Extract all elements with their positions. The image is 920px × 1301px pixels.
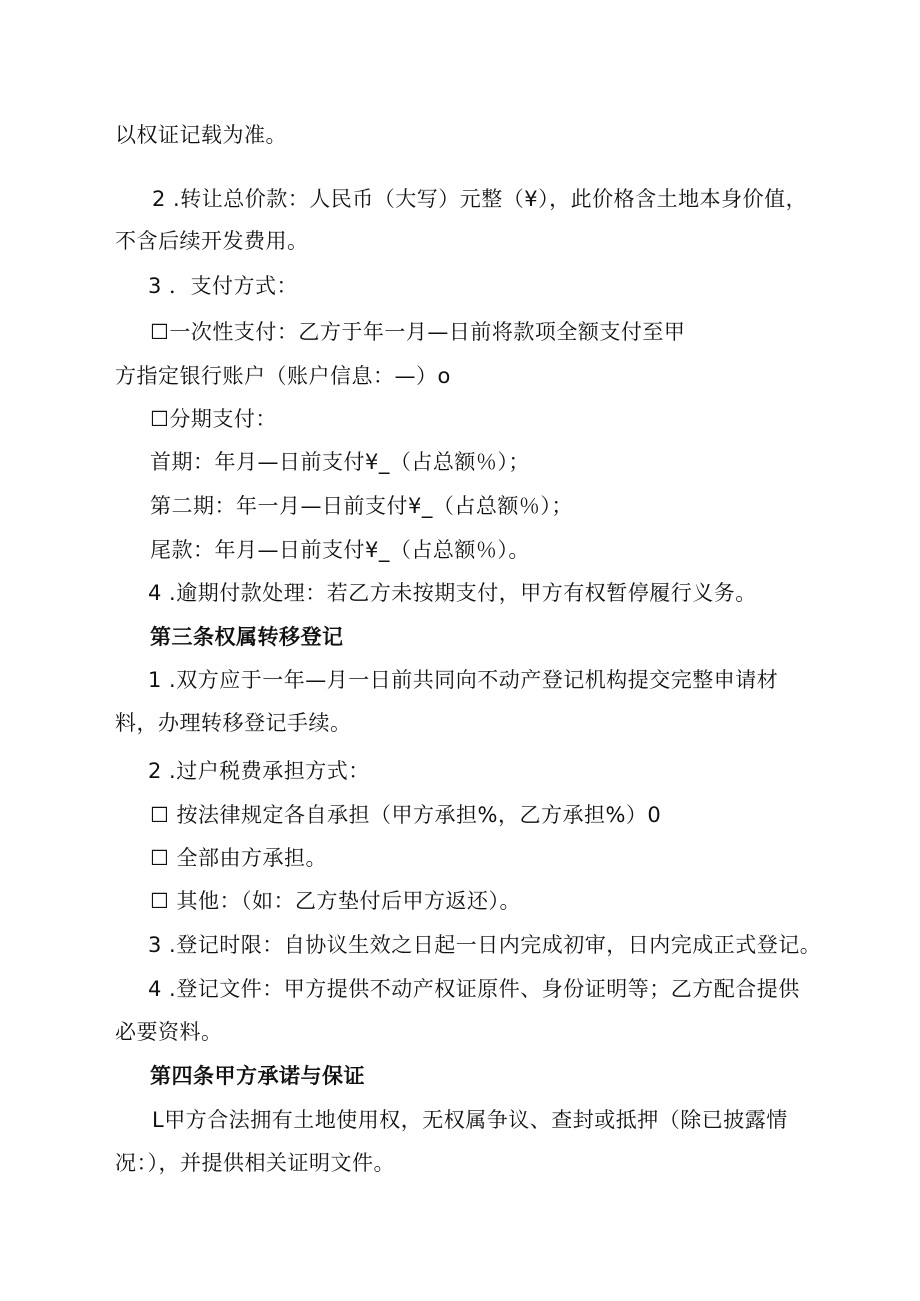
text-line: 3 ．支付方式： xyxy=(148,274,299,298)
text-line: 以权证记载为准。 xyxy=(115,123,287,147)
text-line: ☐ 全部由方承担。 xyxy=(150,846,328,870)
text-line: 料，办理转移登记手续。 xyxy=(115,711,352,735)
text-line: ☐ 其他：（如：乙方垫付后甲方返还）。 xyxy=(150,889,521,913)
text-line: 4 .登记文件：甲方提供不动产权证原件、身份证明等；乙方配合提供 xyxy=(148,977,800,1001)
text-line: 方指定银行账户（账户信息：—）o xyxy=(115,364,451,388)
text-line: 况：），并提供相关证明文件。 xyxy=(115,1151,395,1175)
text-line: 1 .双方应于一年—月一日前共同向不动产登记机构提交完整申请材 xyxy=(148,668,779,692)
text-line: L甲方合法拥有土地使用权，无权属争议、查封或抵押（除已披露情 xyxy=(152,1108,788,1132)
text-line: 首期：年月—日前支付¥_（占总额％）； xyxy=(150,450,530,474)
section-heading: 第四条甲方承诺与保证 xyxy=(150,1064,365,1088)
text-line: ☐ 按法律规定各自承担（甲方承担%，乙方承担%）0 xyxy=(150,803,662,827)
text-line: ☐一次性支付：乙方于年一月—日前将款项全额支付至甲 xyxy=(150,320,686,344)
text-line: 不含后续开发费用。 xyxy=(115,229,309,253)
text-line: ☐分期支付： xyxy=(150,407,277,431)
text-line: 必要资料。 xyxy=(115,1020,223,1044)
text-line: 第二期：年一月—日前支付¥_（占总额％）； xyxy=(150,494,573,518)
text-line: 3 .登记时限：自协议生效之日起一日内完成初审，日内完成正式登记。 xyxy=(148,933,822,957)
section-heading: 第三条权属转移登记 xyxy=(150,625,344,649)
text-line: 4 .逾期付款处理：若乙方未按期支付，甲方有权暂停履行义务。 xyxy=(148,581,757,605)
text-line: 2 .转让总价款：人民币（大写）元整（¥），此价格含土地本身价值， xyxy=(152,187,808,211)
text-line: 尾款：年月—日前支付¥_（占总额％）。 xyxy=(150,538,530,562)
text-line: 2 .过户税费承担方式： xyxy=(148,759,370,783)
